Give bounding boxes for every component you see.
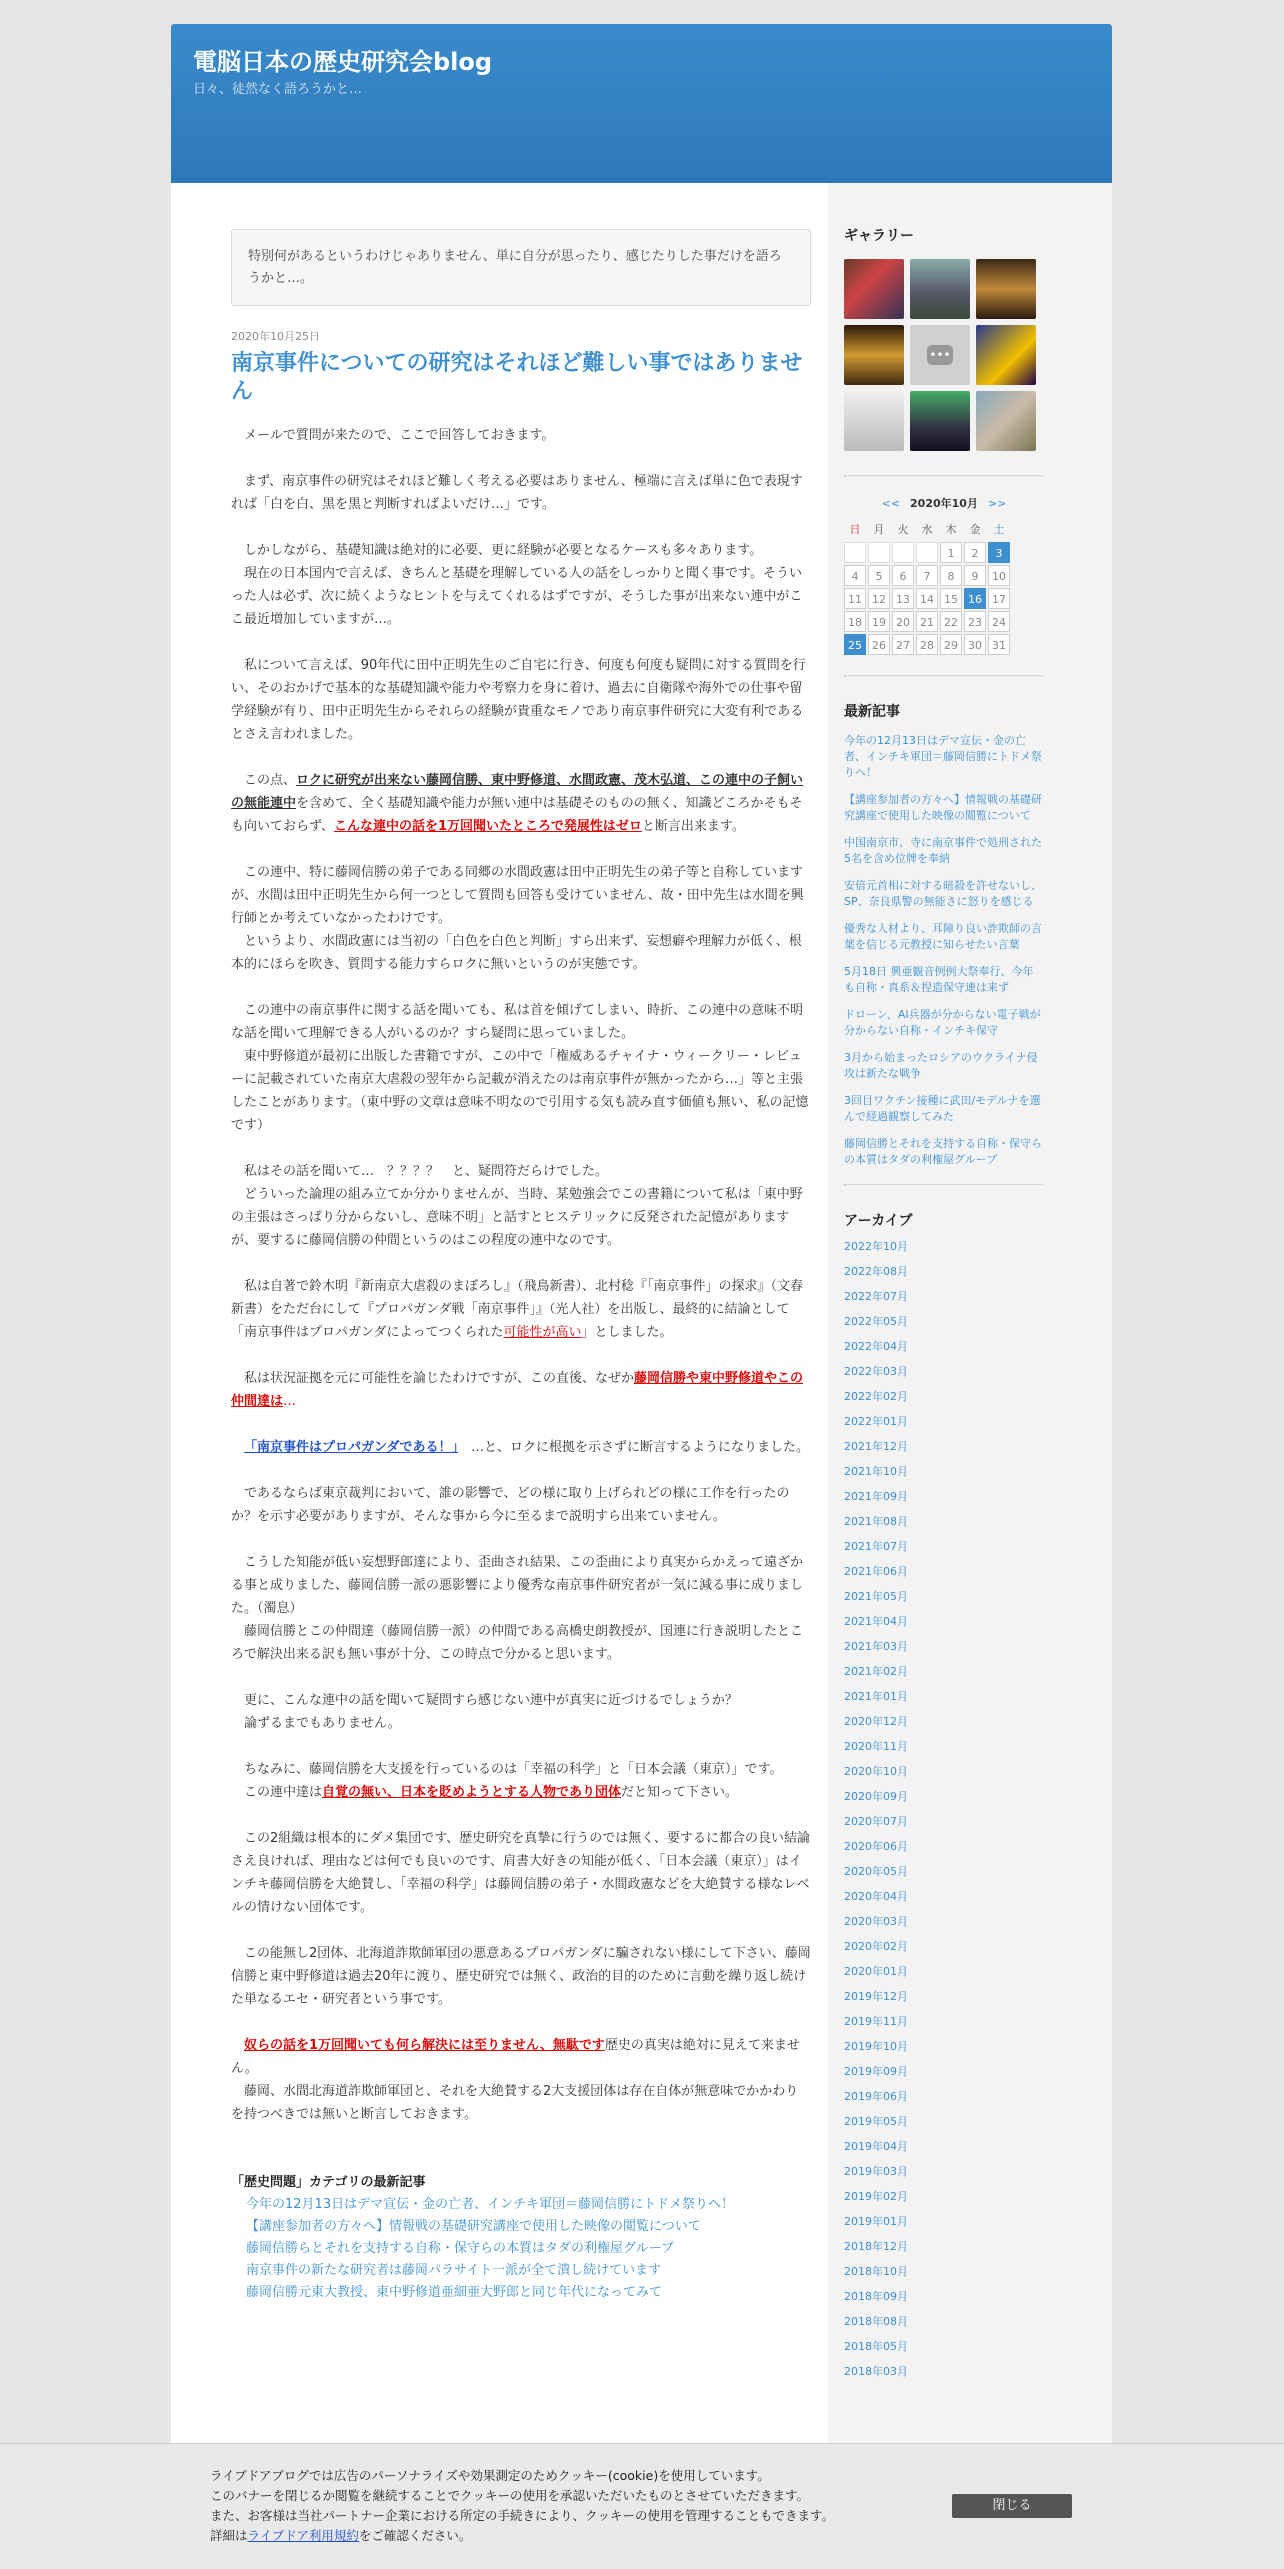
recent-post-link[interactable]: 5月18日 興亜観音例例大祭奉行、今年も自称・真系＆捏造保守連は来ず — [844, 965, 1034, 994]
calendar-day: 4 — [844, 565, 866, 586]
archive-link[interactable]: 2019年09月 — [844, 2065, 908, 2078]
cookie-close-button[interactable]: 閉じる — [952, 2494, 1072, 2518]
calendar-weekday: 土 — [993, 523, 1005, 536]
archive-link[interactable]: 2020年01月 — [844, 1965, 908, 1978]
sidebar — [828, 183, 1112, 2568]
related-post-link[interactable]: 藤岡信勝元東大教授、東中野修道亜細亜大野郎と同じ年代になってみて — [246, 2285, 663, 2300]
blog-subtitle: 日々、徒然なく語ろうかと… — [193, 82, 363, 97]
calendar-day: 12 — [868, 588, 890, 609]
archive-link[interactable]: 2019年01月 — [844, 2215, 908, 2228]
archive-link[interactable]: 2022年03月 — [844, 1365, 908, 1378]
paragraph: 更に、こんな連中の話を聞いて疑問すら感じない連中が真実に近づけるでしょうか？ — [244, 1693, 738, 1708]
calendar-day-link[interactable]: 25 — [844, 634, 866, 655]
gallery-grid — [844, 259, 1044, 451]
text: と断言出来ます。 — [641, 819, 745, 834]
archive-link[interactable]: 2021年08月 — [844, 1515, 908, 1528]
related-post-link[interactable]: 南京事件の新たな研究者は藤岡パラサイト一派が全て潰し続けています — [246, 2263, 662, 2278]
calendar-day: 23 — [964, 611, 986, 632]
archive-link[interactable]: 2018年10月 — [844, 2265, 908, 2278]
emphasis-text: 「南京事件はプロパガンダである！」 — [244, 1440, 458, 1455]
calendar-next-link[interactable]: >> — [987, 497, 1007, 510]
archive-link[interactable]: 2020年07月 — [844, 1815, 908, 1828]
calendar-day: 26 — [868, 634, 890, 655]
sidebar-content — [844, 183, 1044, 2384]
calendar-day-link[interactable]: 3 — [988, 542, 1010, 563]
archive-link[interactable]: 2021年09月 — [844, 1490, 908, 1503]
calendar-day: 10 — [988, 565, 1010, 586]
archive-title: アーカイブ — [844, 1213, 913, 1229]
gallery-thumbnail[interactable] — [910, 259, 970, 319]
archive-link[interactable]: 2018年03月 — [844, 2365, 908, 2378]
emphasis-text: 自覚の無い、日本を貶めようとする人物であり団体 — [322, 1785, 622, 1800]
archive-link[interactable]: 2022年02月 — [844, 1390, 908, 1403]
text: この連中達は — [244, 1785, 323, 1800]
archive-link[interactable]: 2022年01月 — [844, 1415, 908, 1428]
archive-link[interactable]: 2018年08月 — [844, 2315, 908, 2328]
paragraph: この2組織は根本的にダメ集団です、歴史研究を真摯に行うのでは無く、要するに都合の良い結論さえ良ければ、理由などは何でも良いのです、肩書大好きの知能が低く、「日本会議（東京）」はインチキ藤岡信勝を大絶賛し、「幸福の科学」は藤岡信勝の弟子・水間政憲などを大絶賛する様なレベルの情けない団体です。 — [231, 1831, 810, 1915]
archive-link[interactable]: 2021年04月 — [844, 1615, 908, 1628]
archive-link[interactable]: 2022年10月 — [844, 1240, 908, 1253]
recent-post-link[interactable]: 【講座参加者の方々へ】情報戦の基礎研究講座で使用した映像の閲覧について — [844, 793, 1042, 822]
divider — [844, 1184, 1044, 1186]
paragraph: ちなみに、藤岡信勝を大支援を行っているのは「幸福の科学」と「日本会議（東京）」です。 — [244, 1762, 783, 1777]
paragraph: 藤岡、水間北海道詐欺師軍団と、それを大絶賛する2大支援団体は存在自体が無意味でかかわりを持つべきでは無いと断言しておきます。 — [231, 2084, 799, 2122]
calendar-empty-cell — [916, 542, 938, 563]
calendar-day: 22 — [940, 611, 962, 632]
archive-link[interactable]: 2019年11月 — [844, 2015, 908, 2028]
archive-link[interactable]: 2021年01月 — [844, 1690, 908, 1703]
paragraph: この連中の南京事件に関する話を聞いても、私は首を傾げてしまい、時折、この連中の意味不明な話を聞いて理解できる人がいるのか？すら疑問に思っていました。 — [231, 1003, 804, 1041]
archive-link[interactable]: 2020年05月 — [844, 1865, 908, 1878]
paragraph — [231, 1275, 811, 1344]
text: …と、ロクに根拠を示さずに断言するようになりました。 — [471, 1440, 810, 1455]
archive-link[interactable]: 2019年10月 — [844, 2040, 908, 2053]
paragraph: どういった論理の組み立てか分かりませんが、当時、某勉強会でこの書籍について私は「東中野の主張はさっぱり分からないし、意味不明」と話すとヒステリックに反発された記憶がありますが、要するに藤岡信勝の仲間というのはこの程度の連中なのです。 — [231, 1187, 803, 1248]
paragraph: であるならば東京裁判において、誰の影響で、どの様に取り上げられどの様に工作を行ったのか？を示す必要がありますが、そんな事から今に至るまで説明すら出来ていません。 — [231, 1486, 790, 1524]
text: この点、 — [244, 773, 297, 788]
gallery-thumbnail[interactable] — [844, 325, 904, 385]
paragraph: 藤岡信勝とこの仲間達（藤岡信勝一派）の仲間である高橋史朗教授が、国連に行き説明したところで解決出来る訳も無い事が十分、この時点で分かると思います。 — [231, 1624, 804, 1662]
archive-link[interactable]: 2021年10月 — [844, 1465, 908, 1478]
archive-link[interactable]: 2020年02月 — [844, 1940, 908, 1953]
related-posts — [231, 2172, 811, 2304]
related-posts-title: 「歴史問題」カテゴリの最新記事 — [231, 2175, 426, 2190]
calendar-empty-cell — [892, 542, 914, 563]
archive-link[interactable]: 2022年05月 — [844, 1315, 908, 1328]
calendar-day: 30 — [964, 634, 986, 655]
gallery-title: ギャラリー — [844, 228, 914, 244]
calendar-day: 17 — [988, 588, 1010, 609]
calendar-weekday: 水 — [921, 523, 933, 536]
emphasis-text: こんな連中の話を1万回聞いたところで発展性はゼロ — [333, 819, 642, 834]
archive-link[interactable]: 2020年06月 — [844, 1840, 908, 1853]
text: 」としました。 — [581, 1325, 673, 1340]
archive-link[interactable]: 2019年05月 — [844, 2115, 908, 2128]
calendar-day: 2 — [964, 542, 986, 563]
paragraph: 東中野修道が最初に出版した書籍ですが、この中で「権威あるチャイナ・ウィークリー・レビューに記載されていた南京大虐殺の翌年から記載が消えたのは南京事件が無かったから…」等と主張したことがあります。（東中野の文章は意味不明なので引用する気も読み直す価値も無い、私の記憶です） — [231, 1049, 809, 1133]
text: 詳細は — [210, 2528, 248, 2543]
archive-link[interactable]: 2021年05月 — [844, 1590, 908, 1603]
paragraph: 私について言えば、90年代に田中正明先生のご自宅に行き、何度も何度も疑問に対する質問を行い、そのおかげで基本的な基礎知識や能力や考察力を身に着け、過去に自衛隊や海外での仕事や留学経験が有り、田中正明先生からそれらの経験が貴重なモノであり南京事件研究に大変有利であるとさえ言われました。 — [231, 658, 806, 742]
paragraph: 論ずるまでもありません。 — [244, 1716, 401, 1731]
archive-link[interactable]: 2021年07月 — [844, 1540, 908, 1553]
paragraph — [231, 769, 811, 838]
calendar-weekday: 日 — [849, 523, 861, 536]
calendar-day: 5 — [868, 565, 890, 586]
archive-link[interactable]: 2019年03月 — [844, 2165, 908, 2178]
paragraph: この能無し2団体、北海道詐欺師軍団の悪意あるプロパガンダに騙されない様にして下さい、藤岡信勝と東中野修道は過去20年に渡り、歴史研究では無く、政治的目的のために言動を繰り返し続けた単なるエセ・研究者という事です。 — [231, 1946, 811, 2007]
recent-post-link[interactable]: 3月から始まったロシアのウクライナ侵攻は新たな戦争 — [844, 1051, 1038, 1080]
archive-link[interactable]: 2018年09月 — [844, 2290, 908, 2303]
calendar-day: 18 — [844, 611, 866, 632]
emphasis-text: 藤岡信勝や東中野修道やこの仲間達は — [231, 1371, 804, 1409]
calendar-day: 24 — [988, 611, 1010, 632]
calendar-day: 29 — [940, 634, 962, 655]
text: … — [283, 1394, 297, 1409]
emphasis-text: ロクに研究が出来ない藤岡信勝、東中野修道、水間政憲、茂木弘道、この連中の子飼いの無能連中 — [231, 773, 804, 811]
archive-link[interactable]: 2020年12月 — [844, 1715, 908, 1728]
calendar-day: 1 — [940, 542, 962, 563]
divider — [844, 675, 1044, 677]
post-date: 2020年10月25日 — [231, 330, 320, 343]
archive-link[interactable]: 2022年07月 — [844, 1290, 908, 1303]
calendar-grid — [844, 519, 1044, 655]
text: しかしながら、基礎知識は絶対的に必要、更に経験が必要となるケースも多々あります。 — [244, 543, 763, 558]
archive-link[interactable]: 2018年12月 — [844, 2240, 908, 2253]
archive-link[interactable]: 2021年06月 — [844, 1565, 908, 1578]
archive-link[interactable]: 2019年06月 — [844, 2090, 908, 2103]
gallery-thumbnail[interactable] — [844, 259, 904, 319]
gallery-thumbnail[interactable] — [976, 391, 1036, 451]
gallery-thumbnail[interactable] — [844, 391, 904, 451]
calendar-empty-cell — [844, 542, 866, 563]
calendar-day: 6 — [892, 565, 914, 586]
related-post-link[interactable]: 【講座参加者の方々へ】情報戦の基礎研究講座で使用した映像の閲覧について — [246, 2219, 701, 2234]
calendar-weekday: 火 — [897, 523, 909, 536]
cookie-line — [210, 2526, 930, 2546]
gallery-thumbnail[interactable] — [976, 325, 1036, 385]
archive-link[interactable]: 2019年04月 — [844, 2140, 908, 2153]
recent-post-link[interactable]: 安倍元首相に対する暗殺を許せないし、SP、奈良県警の無能さに怒りを感じる — [844, 879, 1042, 908]
calendar-day: 19 — [868, 611, 890, 632]
post-body — [231, 424, 811, 2126]
archive-link[interactable]: 2021年02月 — [844, 1665, 908, 1678]
archive-link[interactable]: 2021年12月 — [844, 1440, 908, 1453]
cookie-line: このバナーを閉じるか閲覧を継続することでクッキーの使用を承認いただいたものとさせていただきます。 — [210, 2488, 810, 2503]
post-title[interactable]: 南京事件についての研究はそれほど難しい事ではありません — [231, 351, 803, 404]
emphasis-text: 可能性が高い — [503, 1325, 582, 1340]
terms-link[interactable]: ライブドア利用規約 — [247, 2528, 359, 2543]
calendar-day: 20 — [892, 611, 914, 632]
cookie-banner — [0, 2443, 1284, 2569]
gallery-more-button[interactable] — [910, 325, 970, 385]
archive-link[interactable]: 2020年10月 — [844, 1765, 908, 1778]
paragraph: 現在の日本国内で言えば、きちんと基礎を理解している人の話をしっかりと聞く事です。そういった人は必ず、次に続くようなヒントを与えてくれるはずですが、そうした事が出来ない連中がここ最近増加していますが…。 — [231, 566, 803, 627]
calendar — [844, 495, 1044, 655]
page-wrapper — [171, 24, 1112, 2568]
calendar-day: 8 — [940, 565, 962, 586]
calendar-day: 31 — [988, 634, 1010, 655]
related-post-link[interactable]: 藤岡信勝らとそれを支持する自称・保守らの本質はタダの利権屋グループ — [246, 2241, 674, 2256]
calendar-day: 21 — [916, 611, 938, 632]
paragraph — [231, 1436, 811, 1459]
emphasis-text: 奴らの話を1万回聞いても何ら解決には至りません、無駄です — [244, 2038, 605, 2053]
archive-link[interactable]: 2020年09月 — [844, 1790, 908, 1803]
archive-link[interactable]: 2019年12月 — [844, 1990, 908, 2003]
recent-posts-list — [844, 733, 1044, 1168]
paragraph — [231, 1367, 811, 1413]
gallery-thumbnail[interactable] — [910, 391, 970, 451]
calendar-day: 9 — [964, 565, 986, 586]
paragraph: 私はその話を聞いて… ？？？？ と、疑問符だらけでした。 — [244, 1164, 609, 1179]
paragraph: こうした知能が低い妄想野郎達により、歪曲され結果、この歪曲により真実からかえって遠ざかる事と成りました、藤岡信勝一派の悪影響により優秀な南京事件研究者が一気に減る事に成りました。（濁息） — [231, 1555, 804, 1616]
archive-link[interactable]: 2020年03月 — [844, 1915, 908, 1928]
calendar-weekday: 金 — [969, 523, 981, 536]
calendar-day: 11 — [844, 588, 866, 609]
calendar-weekday: 木 — [945, 523, 957, 536]
divider — [844, 475, 1044, 477]
related-post-link[interactable]: 今年の12月13日はデマ宣伝・金の亡者、インチキ軍団＝藤岡信勝にトドメ祭りへ！ — [246, 2197, 734, 2212]
paragraph: というより、水間政憲には当初の「白色を白色と判断」すら出来ず、妄想癖や理解力が低く、根本的にほらを吹き、質問する能力すらロクに無いというのが実態です。 — [231, 934, 802, 972]
calendar-month: 2020年10月 — [910, 497, 978, 510]
calendar-empty-cell — [868, 542, 890, 563]
archive-link[interactable]: 2020年11月 — [844, 1740, 908, 1753]
recent-posts-title: 最新記事 — [844, 704, 900, 720]
archive-list — [844, 1234, 1044, 2384]
recent-post-link[interactable]: ドローン、AI兵器が分からない電子戦が分からない自称・インチキ保守 — [844, 1008, 1041, 1037]
paragraph — [231, 2034, 811, 2080]
text: だと知って下さい。 — [621, 1785, 739, 1800]
calendar-weekday: 月 — [873, 523, 885, 536]
blog-title[interactable]: 電脳日本の歴史研究会blog — [193, 48, 493, 76]
calendar-day: 15 — [940, 588, 962, 609]
text: をご確認ください。 — [358, 2528, 472, 2543]
calendar-day: 7 — [916, 565, 938, 586]
recent-post-link[interactable]: 藤岡信勝とそれを支持する自称・保守らの本質はタダの利権屋グループ — [844, 1137, 1042, 1166]
calendar-nav — [844, 495, 1044, 511]
text: を含めて、全く基礎知識や能力が無い連中は基礎そのものの無く、知識どころかそもそも向いておらず、 — [231, 796, 803, 834]
text: 私は自著で鈴木明『新南京大虐殺のまぼろし』（飛鳥新書）、北村稔『「南京事件」の探求』（文春新書）をただ台にして『プロパガンダ戦「南京事件」』（光人社）を出版し、最終的に結論として「南京事件はプロパガンダによってつくられた — [231, 1279, 804, 1340]
gallery-thumbnail[interactable] — [976, 259, 1036, 319]
paragraph: メールで質問が来たので、ここで回答しておきます。 — [244, 428, 555, 443]
recent-post-link[interactable]: 優秀な人材より、耳障り良い詐欺師の言葉を信じる元教授に知らせたい言葉 — [844, 922, 1042, 951]
paragraph: まず、南京事件の研究はそれほど難しく考える必要はありません、極端に言えば単に色で表現すれば「白を白、黒を黒と判断すればよいだけ…」です。 — [231, 474, 803, 512]
calendar-prev-link[interactable]: << — [881, 497, 901, 510]
cookie-line: また、お客様は当社パートナー企業における所定の手続きにより、クッキーの使用を管理することもできます。 — [210, 2508, 835, 2523]
recent-post-link[interactable]: 中国南京市、寺に南京事件で処刑された5名を含め位牌を奉納 — [844, 836, 1042, 865]
intro-box: 特別何があるというわけじゃありません、単に自分が思ったり、感じたりした事だけを語ろうかと…。 — [231, 229, 811, 306]
calendar-day: 14 — [916, 588, 938, 609]
archive-link[interactable]: 2020年04月 — [844, 1890, 908, 1903]
text: 私は状況証拠を元に可能性を論じたわけですが、この直後、なぜか — [244, 1371, 635, 1386]
calendar-day-link[interactable]: 16 — [964, 588, 986, 609]
main-column — [231, 229, 811, 2304]
cookie-text — [210, 2466, 930, 2546]
archive-link[interactable]: 2018年05月 — [844, 2340, 908, 2353]
cookie-line: ライブドアブログでは広告のパーソナライズや効果測定のためクッキー(cookie)を使用しています。 — [210, 2468, 770, 2483]
blog-header — [171, 24, 1112, 183]
calendar-day: 28 — [916, 634, 938, 655]
archive-link[interactable]: 2021年03月 — [844, 1640, 908, 1653]
archive-link[interactable]: 2022年08月 — [844, 1265, 908, 1278]
text: 歴史の真実は絶対に見えて来ません。 — [231, 2038, 800, 2076]
recent-post-link[interactable]: 今年の12月13日はデマ宣伝・金の亡者、インチキ軍団＝藤岡信勝にトドメ祭りへ！ — [844, 734, 1042, 779]
recent-post-link[interactable]: 3回目ワクチン接種に武田/モデルナを選んで経過観察してみた — [844, 1094, 1041, 1123]
calendar-day: 13 — [892, 588, 914, 609]
paragraph — [231, 539, 811, 562]
more-icon: ••• — [927, 345, 953, 365]
paragraph: この連中、特に藤岡信勝の弟子である同郷の水間政憲は田中正明先生の弟子等と自称していますが、水間は田中正明先生から何一つとして質問も回答も受けていません、故・田中先生は水間を興行師とか考えていなかったわけです。 — [231, 865, 804, 926]
archive-link[interactable]: 2019年02月 — [844, 2190, 908, 2203]
calendar-day: 27 — [892, 634, 914, 655]
archive-link[interactable]: 2022年04月 — [844, 1340, 908, 1353]
paragraph — [231, 1781, 811, 1804]
